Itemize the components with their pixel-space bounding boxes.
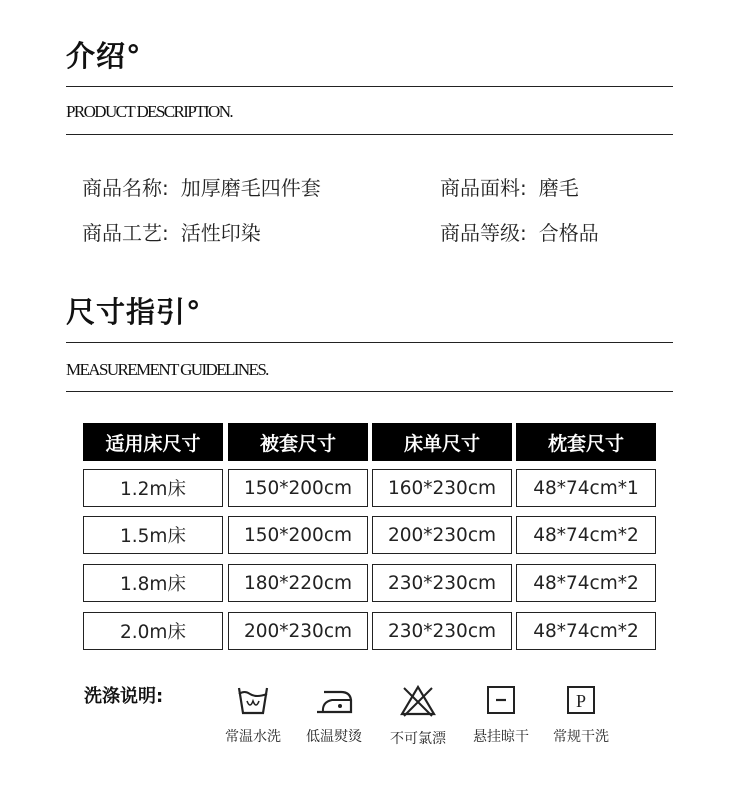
wash-tub-icon bbox=[236, 684, 270, 716]
divider bbox=[66, 86, 673, 87]
table-header-cell: 适用床尺寸 bbox=[83, 423, 223, 461]
care-item-wash bbox=[213, 684, 293, 746]
care-label-hang-dry: 悬挂晾干 bbox=[473, 729, 529, 745]
product-craft-label: 商品工艺: bbox=[82, 221, 169, 245]
dry-clean-p-icon bbox=[564, 684, 598, 716]
table-cell: 1.2m床 bbox=[83, 469, 223, 507]
product-grade-label: 商品等级: bbox=[440, 221, 527, 245]
table-cell: 48*74cm*2 bbox=[516, 612, 656, 650]
intro-title: 介绍° bbox=[66, 39, 142, 73]
table-cell: 230*230cm bbox=[372, 612, 512, 650]
table-cell: 230*230cm bbox=[372, 564, 512, 602]
table-header-cell: 床单尺寸 bbox=[372, 423, 512, 461]
table-cell: 48*74cm*2 bbox=[516, 564, 656, 602]
product-grade-value: 合格品 bbox=[538, 221, 599, 245]
care-item-no-bleach bbox=[378, 684, 458, 748]
no-bleach-icon bbox=[399, 684, 437, 718]
iron-low-icon bbox=[314, 684, 354, 716]
product-name-label: 商品名称: bbox=[82, 176, 169, 200]
care-item-dry-clean bbox=[541, 684, 621, 746]
table-cell: 150*200cm bbox=[228, 469, 368, 507]
table-cell: 48*74cm*2 bbox=[516, 516, 656, 554]
care-label-iron: 低温熨烫 bbox=[306, 729, 362, 745]
intro-subtitle: PRODUCT DESCRIPTION. bbox=[66, 102, 233, 121]
table-header-cell: 被套尺寸 bbox=[228, 423, 368, 461]
divider bbox=[66, 391, 673, 392]
product-craft-row bbox=[82, 217, 261, 246]
divider bbox=[66, 342, 673, 343]
care-label-no-bleach: 不可氯漂 bbox=[390, 731, 446, 747]
table-cell: 200*230cm bbox=[372, 516, 512, 554]
product-name-row bbox=[82, 172, 321, 201]
product-fabric-row bbox=[440, 172, 579, 201]
table-cell: 1.8m床 bbox=[83, 564, 223, 602]
size-subtitle: MEASUREMENT GUIDELINES. bbox=[66, 360, 268, 379]
size-title: 尺寸指引° bbox=[66, 295, 202, 329]
table-cell: 200*230cm bbox=[228, 612, 368, 650]
care-label: 洗涤说明: bbox=[84, 686, 164, 707]
divider bbox=[66, 134, 673, 135]
table-cell: 160*230cm bbox=[372, 469, 512, 507]
care-item-iron bbox=[294, 684, 374, 746]
table-cell: 48*74cm*1 bbox=[516, 469, 656, 507]
product-name-value: 加厚磨毛四件套 bbox=[180, 176, 321, 200]
table-cell: 180*220cm bbox=[228, 564, 368, 602]
table-cell: 1.5m床 bbox=[83, 516, 223, 554]
hang-dry-icon bbox=[484, 684, 518, 716]
product-grade-row bbox=[440, 217, 599, 246]
table-cell: 150*200cm bbox=[228, 516, 368, 554]
dry-clean-glyph: P bbox=[575, 691, 587, 711]
care-item-hang-dry bbox=[461, 684, 541, 746]
care-label-dry-clean: 常规干洗 bbox=[553, 729, 609, 745]
product-craft-value: 活性印染 bbox=[180, 221, 261, 245]
care-label-wash: 常温水洗 bbox=[225, 729, 281, 745]
table-cell: 2.0m床 bbox=[83, 612, 223, 650]
product-fabric-value: 磨毛 bbox=[538, 176, 579, 200]
product-fabric-label: 商品面料: bbox=[440, 176, 527, 200]
table-header-cell: 枕套尺寸 bbox=[516, 423, 656, 461]
